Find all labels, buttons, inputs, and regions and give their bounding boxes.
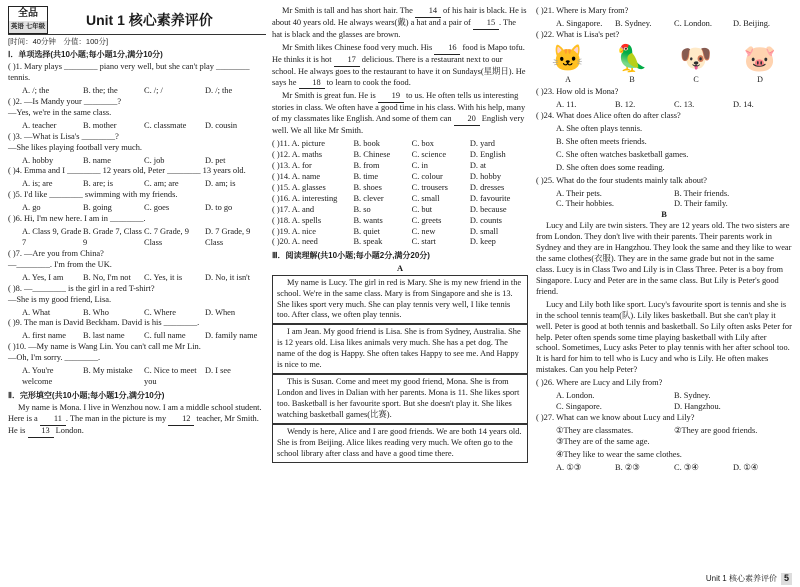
question-25: ( )25. What do the four students mainly talk about? xyxy=(536,175,708,185)
option-d[interactable]: D. at xyxy=(469,160,487,170)
pig-icon: 🐷 xyxy=(743,43,777,73)
pet-option-b[interactable] xyxy=(616,43,648,85)
option-c[interactable]: C. Their hobbies. xyxy=(556,199,614,209)
cat-icon: 🐱 xyxy=(551,43,585,73)
option-a[interactable]: ( )20. A. need xyxy=(272,237,318,247)
option-c[interactable]: C. full name xyxy=(144,331,186,341)
question-4-options xyxy=(8,179,266,190)
pet-label: A xyxy=(565,74,571,84)
option-d[interactable]: D. She often does some reading. xyxy=(556,162,665,172)
question-6-options xyxy=(8,227,266,249)
cloze-paragraph-3: Mr Smith likes Chinese food very much. His 16 food is Mapo tofu. He thinks it is hot 17 delicious. There is a restaurant next to our school. He always goes to the restaurant to have it on Sundays(星期日). He says he 18 to learn to cook the food. xyxy=(272,43,528,90)
column-right xyxy=(536,6,792,474)
option-c[interactable]: C. colour xyxy=(411,171,443,181)
option-d[interactable]: D. am; is xyxy=(205,179,236,189)
question-5: ( )5. I'd like ________ swimming with my friends. xyxy=(8,190,178,200)
cloze-paragraph-4: Mr Smith is great fun. He is 19 to us. He often tells us interesting stories in class. We often have a good time in his class. With his help, many of my classmates like English. And some of them can 20 English very well. We all like Mr Smith. xyxy=(272,91,526,136)
question-2: ( )2. —Is Mandy your ________? —Yes, we're in the same class. xyxy=(8,96,122,117)
option-c[interactable]: C. job xyxy=(144,155,165,165)
reading-box-lucy: My name is Lucy. The girl in red is Mary. She is my new friend in the school. We're in the same class. Mary is from Singapore and she is 13. She likes sport very much. She can play tennis very well, I like tennis too. After class, we often play tennis. xyxy=(272,275,528,325)
option-a[interactable]: ( )12. A. maths xyxy=(272,150,323,160)
option-c[interactable]: C. Yes, it is xyxy=(144,272,183,282)
option-d[interactable]: D. Their family. xyxy=(674,199,728,209)
option-c[interactable]: C. classmate xyxy=(144,120,187,130)
option-d[interactable]: D. 7 Grade, 9 Class xyxy=(205,227,251,247)
column-middle xyxy=(272,6,528,465)
question-7-options xyxy=(8,273,266,284)
option-b[interactable]: B. Chinese xyxy=(353,150,391,160)
option-b[interactable]: B. 12. xyxy=(615,100,636,110)
option-c[interactable]: C. greets xyxy=(411,215,442,225)
parrot-icon: 🦜 xyxy=(615,43,649,73)
option-a[interactable]: A. is; are xyxy=(22,179,53,189)
option-d[interactable]: D. because xyxy=(469,204,507,214)
option-c[interactable]: C. Nice to meet you xyxy=(144,366,197,387)
question-6: ( )6. Hi, I'm new here. I am in ________. xyxy=(8,214,146,224)
option-b[interactable]: B. quiet xyxy=(353,226,380,236)
question-1-options xyxy=(8,86,266,97)
option-c[interactable]: C. small xyxy=(411,193,440,203)
logo-bottom: 英语 七年级 xyxy=(9,21,47,33)
option-b[interactable]: B. She often meets friends. xyxy=(556,136,647,146)
q27-item-4: ④They like to wear the same clothes. xyxy=(556,449,682,459)
q26-options-row-1 xyxy=(536,391,792,402)
reading-box-jean: I am Jean. My good friend is Lisa. She is from Sydney, Australia. She is 12 years old. Lisa likes animals very much. She has a pet dog. The name of the dog is Happy. She often takes Happy to see me. And Happy is nice to me. xyxy=(272,324,528,374)
time-score: [时间：40分钟 分值：100分] xyxy=(8,37,109,46)
option-a[interactable]: A. Their pets. xyxy=(556,188,602,198)
question-2-options xyxy=(8,121,266,132)
option-d[interactable]: D. keep xyxy=(469,237,496,247)
question-9: ( )9. The man is David Beckham. David is his ________. xyxy=(8,318,200,328)
cloze-option-row-18 xyxy=(272,216,528,227)
option-d[interactable]: D. English xyxy=(469,150,506,160)
option-b[interactable]: B. from xyxy=(353,160,380,170)
part-a-label: A xyxy=(396,263,404,273)
question-8: ( )8. —________ is the girl in a red T-shirt? —She is my good friend, Lisa. xyxy=(8,283,155,304)
section-2-heading: Ⅱ．完形填空(共10小题;每小题1分,满分10分) xyxy=(8,390,165,400)
question-8-options xyxy=(8,308,266,319)
question-25-options xyxy=(536,199,792,210)
option-b[interactable]: B. last name xyxy=(83,331,125,341)
option-a[interactable]: A. What xyxy=(22,307,51,317)
cloze-options xyxy=(272,139,528,248)
question-22: ( )22. What is Lisa's pet? xyxy=(536,29,620,39)
q27-option-c[interactable]: C. ③④ xyxy=(674,462,699,472)
reading-b-paragraph-2: Lucy and Lily both like sport. Lucy's favourite sport is tennis and she is in the school tennis team(队). Lily likes basketball. But she can't play it well. Peter is good at both tennis and basketball. So Lily often asks Peter for help. Peter often spends some time playing basketball with Lily after school. Sometimes, Lucy asks Peter to play tennis with her after school too. It is hard for him to tell who is Lucy and who is Lily. He often makes mistakes. Can you help Peter? xyxy=(536,299,792,375)
option-c[interactable]: C. in xyxy=(411,160,428,170)
question-25-options xyxy=(536,189,792,200)
question-23-options xyxy=(536,100,792,111)
option-c[interactable]: C. 13. xyxy=(674,100,695,110)
reading-box-susan: This is Susan. Come and meet my good friend, Mona. She is from London and lives in Dalian with her parents. Mona is 11. She likes sport too. Basketball is her favourite sport. But she doesn't play it. She likes watching basketball games(比赛). xyxy=(272,374,528,424)
option-c[interactable]: C. box xyxy=(411,139,434,149)
option-b[interactable]: B. book xyxy=(353,139,380,149)
cloze-option-row-15 xyxy=(272,183,528,194)
question-5-options xyxy=(8,203,266,214)
option-d[interactable]: D. cousin xyxy=(205,120,238,130)
q26-option-c[interactable]: C. Singapore. xyxy=(556,402,602,412)
option-a[interactable]: ( )14. A. name xyxy=(272,171,321,181)
option-a[interactable]: A. Yes, I am xyxy=(22,272,64,282)
q27-option-d[interactable]: D. ①④ xyxy=(733,462,759,472)
pet-option-d[interactable] xyxy=(744,43,776,85)
q26-option-a[interactable]: A. London. xyxy=(556,391,595,401)
footer-label: Unit 1 核心素养评价 xyxy=(705,573,777,583)
reading-box-wendy: Wendy is here, Alice and I are good friends. We are both 14 years old. She is from Beijing. Alice likes reading very much. We often go to the school library after class and have a good time there. xyxy=(272,424,528,463)
option-b[interactable]: B. the; the xyxy=(83,85,118,95)
option-a[interactable]: ( )11. A. picture xyxy=(272,139,325,149)
option-d[interactable]: D. small xyxy=(469,226,499,236)
footer xyxy=(706,573,792,585)
option-b[interactable]: B. Who xyxy=(83,307,109,317)
option-c[interactable]: C. London. xyxy=(674,18,712,28)
option-a[interactable]: A. first name xyxy=(22,331,66,341)
option-a[interactable]: ( )15. A. glasses xyxy=(272,182,326,192)
option-a[interactable]: ( )18. A. spells xyxy=(272,215,322,225)
option-b[interactable]: B. are; is xyxy=(83,179,114,189)
option-a[interactable]: A. Singapore. xyxy=(556,18,603,28)
option-c[interactable]: C. but xyxy=(411,204,433,214)
option-c[interactable]: C. goes xyxy=(144,203,170,213)
option-b[interactable]: B. clever xyxy=(353,193,384,203)
option-b[interactable]: B. time xyxy=(353,171,379,181)
option-b[interactable]: B. so xyxy=(353,204,371,214)
option-c[interactable]: C. new xyxy=(411,226,436,236)
option-b[interactable]: B. speak xyxy=(353,237,383,247)
option-d[interactable]: D. favourite xyxy=(469,193,511,203)
reading-questions xyxy=(536,6,792,210)
mc-questions xyxy=(8,62,266,388)
cloze-option-row-14 xyxy=(272,172,528,183)
q26-options-row-2 xyxy=(536,402,792,413)
q26-option-d[interactable]: D. Hangzhou. xyxy=(674,402,721,412)
cloze-option-row-12 xyxy=(272,150,528,161)
option-d[interactable]: D. yard xyxy=(469,139,495,149)
option-d[interactable]: D. I see xyxy=(205,366,231,376)
question-27: ( )27. What can we know about Lucy and Lily? xyxy=(536,412,695,422)
question-23: ( )23. How old is Mona? xyxy=(536,87,619,97)
option-d[interactable]: D. family name xyxy=(205,331,258,341)
question-21-options xyxy=(536,19,792,30)
question-21: ( )21. Where is Mary from? xyxy=(536,6,629,15)
option-d[interactable]: D. No, it isn't xyxy=(205,272,251,282)
pet-images xyxy=(536,43,792,85)
cloze-option-row-13 xyxy=(272,161,528,172)
option-c[interactable]: C. am; are xyxy=(144,179,179,189)
page-title: Unit 1 核心素养评价 xyxy=(86,11,213,28)
pet-label: D xyxy=(757,74,763,84)
option-c[interactable]: C. start xyxy=(411,237,436,247)
option-a[interactable]: ( )17. A. and xyxy=(272,204,315,214)
header xyxy=(8,6,266,35)
question-26: ( )26. Where are Lucy and Lily from? xyxy=(536,378,663,388)
option-a[interactable]: ( )19. A. nice xyxy=(272,226,316,236)
option-a[interactable]: A. hobby xyxy=(22,155,54,165)
option-c[interactable]: C. Where xyxy=(144,307,176,317)
q27-item-1: ①They are classmates. xyxy=(556,425,634,435)
logo xyxy=(8,6,48,34)
option-d[interactable]: D. When xyxy=(205,307,236,317)
option-b[interactable]: B. Grade 7, Class 9 xyxy=(83,227,142,247)
option-a[interactable]: A. She often plays tennis. xyxy=(556,123,643,133)
option-d[interactable]: D. counts xyxy=(469,215,502,225)
pet-label: C xyxy=(693,74,699,84)
option-d[interactable]: D. Beijing. xyxy=(733,18,770,28)
q27-option-b[interactable]: B. ②③ xyxy=(615,462,640,472)
pet-option-a[interactable] xyxy=(552,43,584,85)
option-b[interactable]: B. Sydney. xyxy=(615,18,652,28)
reading-b-paragraph-1: Lucy and Lily are twin sisters. They are 12 years old. The two sisters are from London. They don't live with their parents. Their parents work in Sydney and they are in Hangzhou. They look the same and they like to wear the same clothes(衣服). They are in the same grade but not in the same class. Lucy is in Class Two and Lily is in Class Three. Peter is a boy from Singapore. Lucy and Peter are in the same class. But Lily is Peter's good friend. xyxy=(536,221,792,296)
option-c[interactable]: C. trousers xyxy=(411,182,448,192)
q27-items-row-1 xyxy=(536,426,792,437)
option-b[interactable]: B. wants xyxy=(353,215,383,225)
option-a[interactable]: A. /; the xyxy=(22,85,50,95)
option-b[interactable]: B. Their friends. xyxy=(674,188,730,198)
option-c[interactable]: C. 7 Grade, 9 Class xyxy=(144,227,189,247)
option-a[interactable]: A. Class 9, Grade 7 xyxy=(22,227,82,247)
cloze-option-row-11 xyxy=(272,139,528,150)
option-d[interactable]: D. hobby xyxy=(469,171,502,181)
question-9-options xyxy=(8,331,266,342)
option-c[interactable]: C. She often watches basketball games. xyxy=(556,149,689,159)
option-b[interactable]: B. My mistake xyxy=(83,366,133,376)
section-3-heading: Ⅲ．阅读理解(共10小题;每小题2分,满分20分) xyxy=(272,251,430,261)
option-b[interactable]: B. shoes xyxy=(353,182,382,192)
cloze-option-row-16 xyxy=(272,194,528,205)
question-10: ( )10. —My name is Wang Lin. You can't call me Mr Lin. —Oh, I'm sorry. ________. xyxy=(8,342,201,363)
pet-option-c[interactable] xyxy=(680,43,712,85)
q27-item-3: ③They are of the same age. xyxy=(556,436,650,446)
option-c[interactable]: C. /; / xyxy=(144,85,163,95)
question-7: ( )7. —Are you from China? —________. I'm from the UK. xyxy=(8,248,112,269)
cloze-paragraph-2: Mr Smith is tall and has short hair. The 14 of his hair is black. He is about 40 years old. He always wears(戴) a hat and a pair of 15 . The hat is black and the glasses are brown. xyxy=(272,6,527,39)
option-c[interactable]: C. science xyxy=(411,150,447,160)
option-b[interactable]: B. mother xyxy=(83,120,117,130)
section-1-heading: Ⅰ．单项选择(共10小题;每小题1分,满分10分) xyxy=(8,49,163,59)
question-3: ( )3. —What is Lisa's ________? —She likes playing football very much. xyxy=(8,131,142,152)
question-10-options xyxy=(8,366,266,388)
q26-option-b[interactable]: B. Sydney. xyxy=(674,391,711,401)
question-3-options xyxy=(8,156,266,167)
option-a[interactable]: ( )13. A. for xyxy=(272,160,312,170)
cloze-option-row-20 xyxy=(272,237,528,248)
option-d[interactable]: D. 14. xyxy=(733,100,754,110)
question-24: ( )24. What does Alice often do after class? xyxy=(536,111,681,120)
option-a[interactable]: A. 11. xyxy=(556,100,577,110)
option-a[interactable]: ( )16. A. interesting xyxy=(272,193,338,203)
option-d[interactable]: D. /; the xyxy=(205,85,233,95)
q27-option-a[interactable]: A. ①③ xyxy=(556,462,582,472)
cloze-paragraph-1: My name is Mona. I live in Wenzhou now. I am a middle school student. Here is a 11 . The man in the picture is my 12 teacher, Mr Smith. He is 13 London. xyxy=(8,403,266,438)
question-1: ( )1. Mary plays ________ piano very well, but she can't play ________ tennis. xyxy=(8,62,250,83)
option-b[interactable]: B. going xyxy=(83,203,112,213)
option-d[interactable]: D. dresses xyxy=(469,182,505,192)
option-a[interactable]: A. teacher xyxy=(22,120,57,130)
option-b[interactable]: B. No, I'm not xyxy=(83,272,131,282)
pet-label: B xyxy=(629,74,635,84)
q27-answers xyxy=(536,463,792,474)
page-number: 5 xyxy=(781,573,792,585)
dog-icon: 🐶 xyxy=(679,43,713,73)
option-d[interactable]: D. to go xyxy=(205,203,233,213)
question-4: ( )4. Emma and I ________ 12 years old, Peter ________ 13 years old. xyxy=(8,166,246,176)
logo-top: 全品 xyxy=(18,8,38,19)
q27-item-2: ②They are good friends. xyxy=(674,425,758,435)
column-left xyxy=(8,6,266,440)
option-d[interactable]: D. pet xyxy=(205,155,226,165)
option-b[interactable]: B. name xyxy=(83,155,111,165)
cloze-option-row-17 xyxy=(272,205,528,216)
option-a[interactable]: A. go xyxy=(22,203,41,213)
part-b-label: B xyxy=(661,210,667,220)
option-a[interactable]: A. You're welcome xyxy=(22,366,54,387)
cloze-option-row-19 xyxy=(272,227,528,238)
